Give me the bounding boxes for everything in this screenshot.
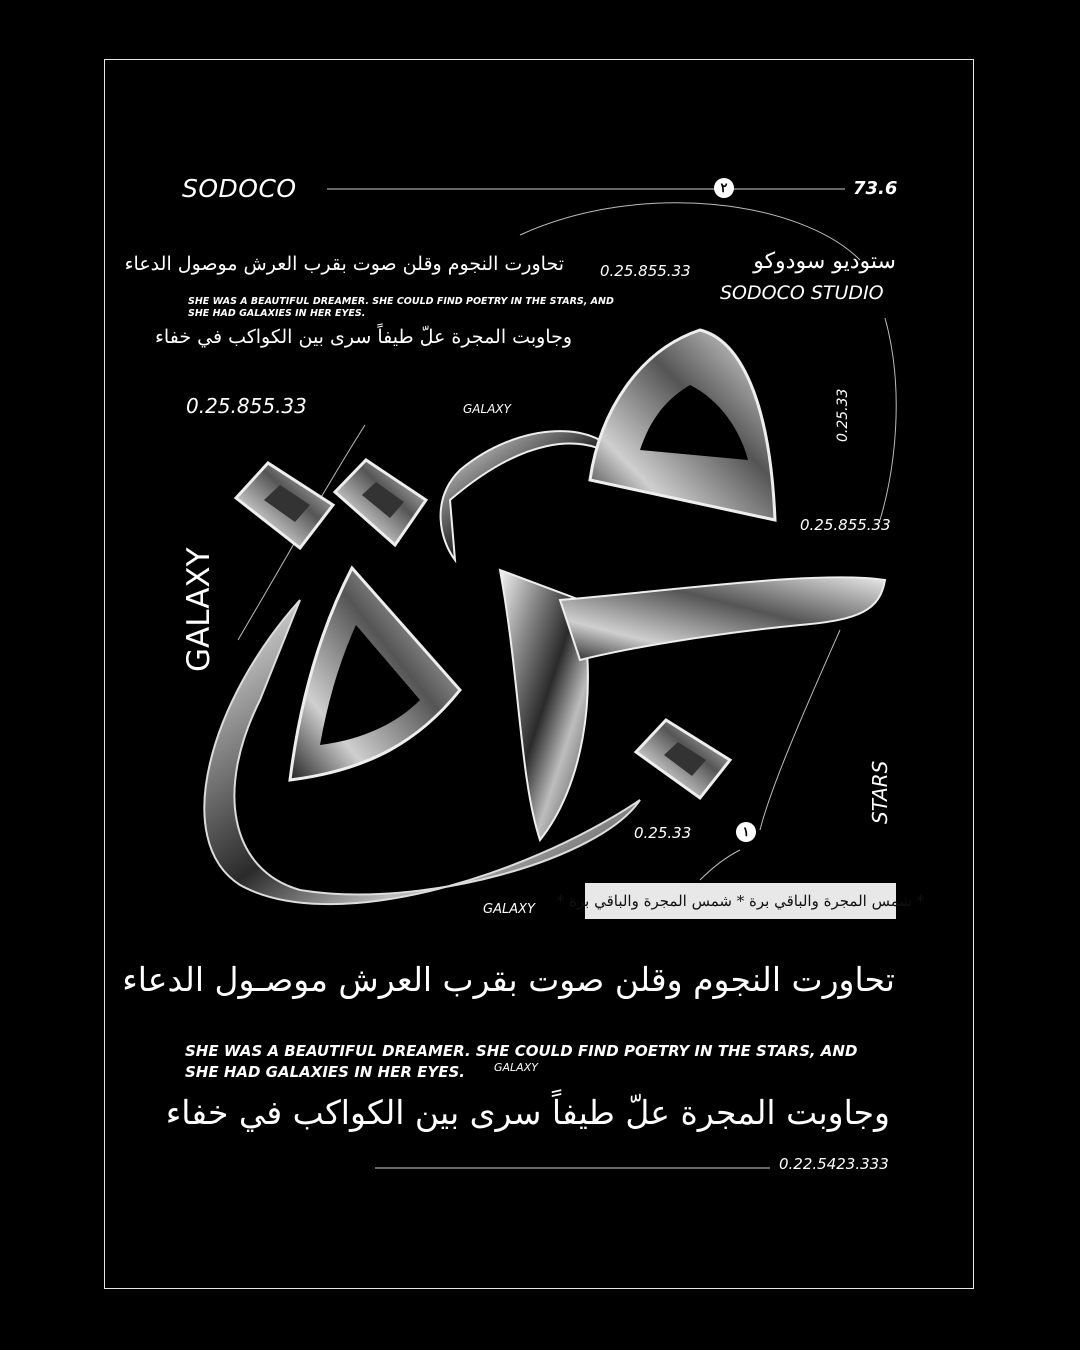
- marker-top: ٢: [714, 178, 734, 198]
- top-right-coord: 0.25.855.33: [600, 262, 691, 280]
- studio-arabic: ستوديو سودوكو: [753, 249, 896, 274]
- top-english-line-1: SHE WAS A BEAUTIFUL DREAMER. SHE COULD FIND POETRY IN THE STARS, AND: [188, 296, 614, 307]
- galaxy-vertical-label: GALAXY: [181, 547, 217, 672]
- top-english-block: [188, 296, 614, 320]
- coord-vertical: 0.25.33: [835, 388, 851, 442]
- top-arabic-line-1: تحاورت النجوم وقلن صوت بقرب العرش موصول الدعاء: [124, 253, 564, 275]
- bottom-arabic-line-2: وجاوبت المجرة علّ طيفاً سرى بين الكواكب في خفاء: [165, 1093, 890, 1132]
- marker-mid: ١: [736, 822, 756, 842]
- top-arabic-line-2: وجاوبت المجرة علّ طيفاً سرى بين الكواكب في خفاء: [155, 326, 572, 348]
- top-english-line-2: SHE HAD GALAXIES IN HER EYES.: [188, 308, 366, 319]
- slogan-badge: * شمس المجرة والباقي برة * شمس المجرة والباقي برة *: [585, 883, 896, 919]
- galaxy-bottom-label: GALAXY: [483, 902, 535, 917]
- bottom-galaxy-tag: GALAXY: [494, 1061, 538, 1074]
- arm-stroke: [560, 577, 885, 660]
- coord-right: 0.25.855.33: [800, 516, 891, 534]
- stars-vertical-label: STARS: [868, 760, 892, 824]
- brand-label: SODOCO: [182, 174, 297, 203]
- bottom-english-line-1: SHE WAS A BEAUTIFUL DREAMER. SHE COULD FIND POETRY IN THE STARS, AND: [185, 1042, 858, 1060]
- galaxy-small-label: GALAXY: [463, 402, 511, 416]
- bottom-english-line-2: SHE HAD GALAXIES IN HER EYES.: [185, 1063, 465, 1081]
- coord-mid: 0.25.33: [634, 824, 692, 842]
- hook-stroke: [441, 431, 620, 560]
- bottom-arabic-line-1: تحاورت النجوم وقلن صوت بقرب العرش موصـول الدعاء: [122, 960, 895, 999]
- studio-latin: SODOCO STUDIO: [720, 282, 884, 304]
- header-value: 73.6: [853, 178, 898, 199]
- top-left-coord: 0.25.855.33: [186, 394, 307, 418]
- bottom-coord: 0.22.5423.333: [779, 1155, 889, 1173]
